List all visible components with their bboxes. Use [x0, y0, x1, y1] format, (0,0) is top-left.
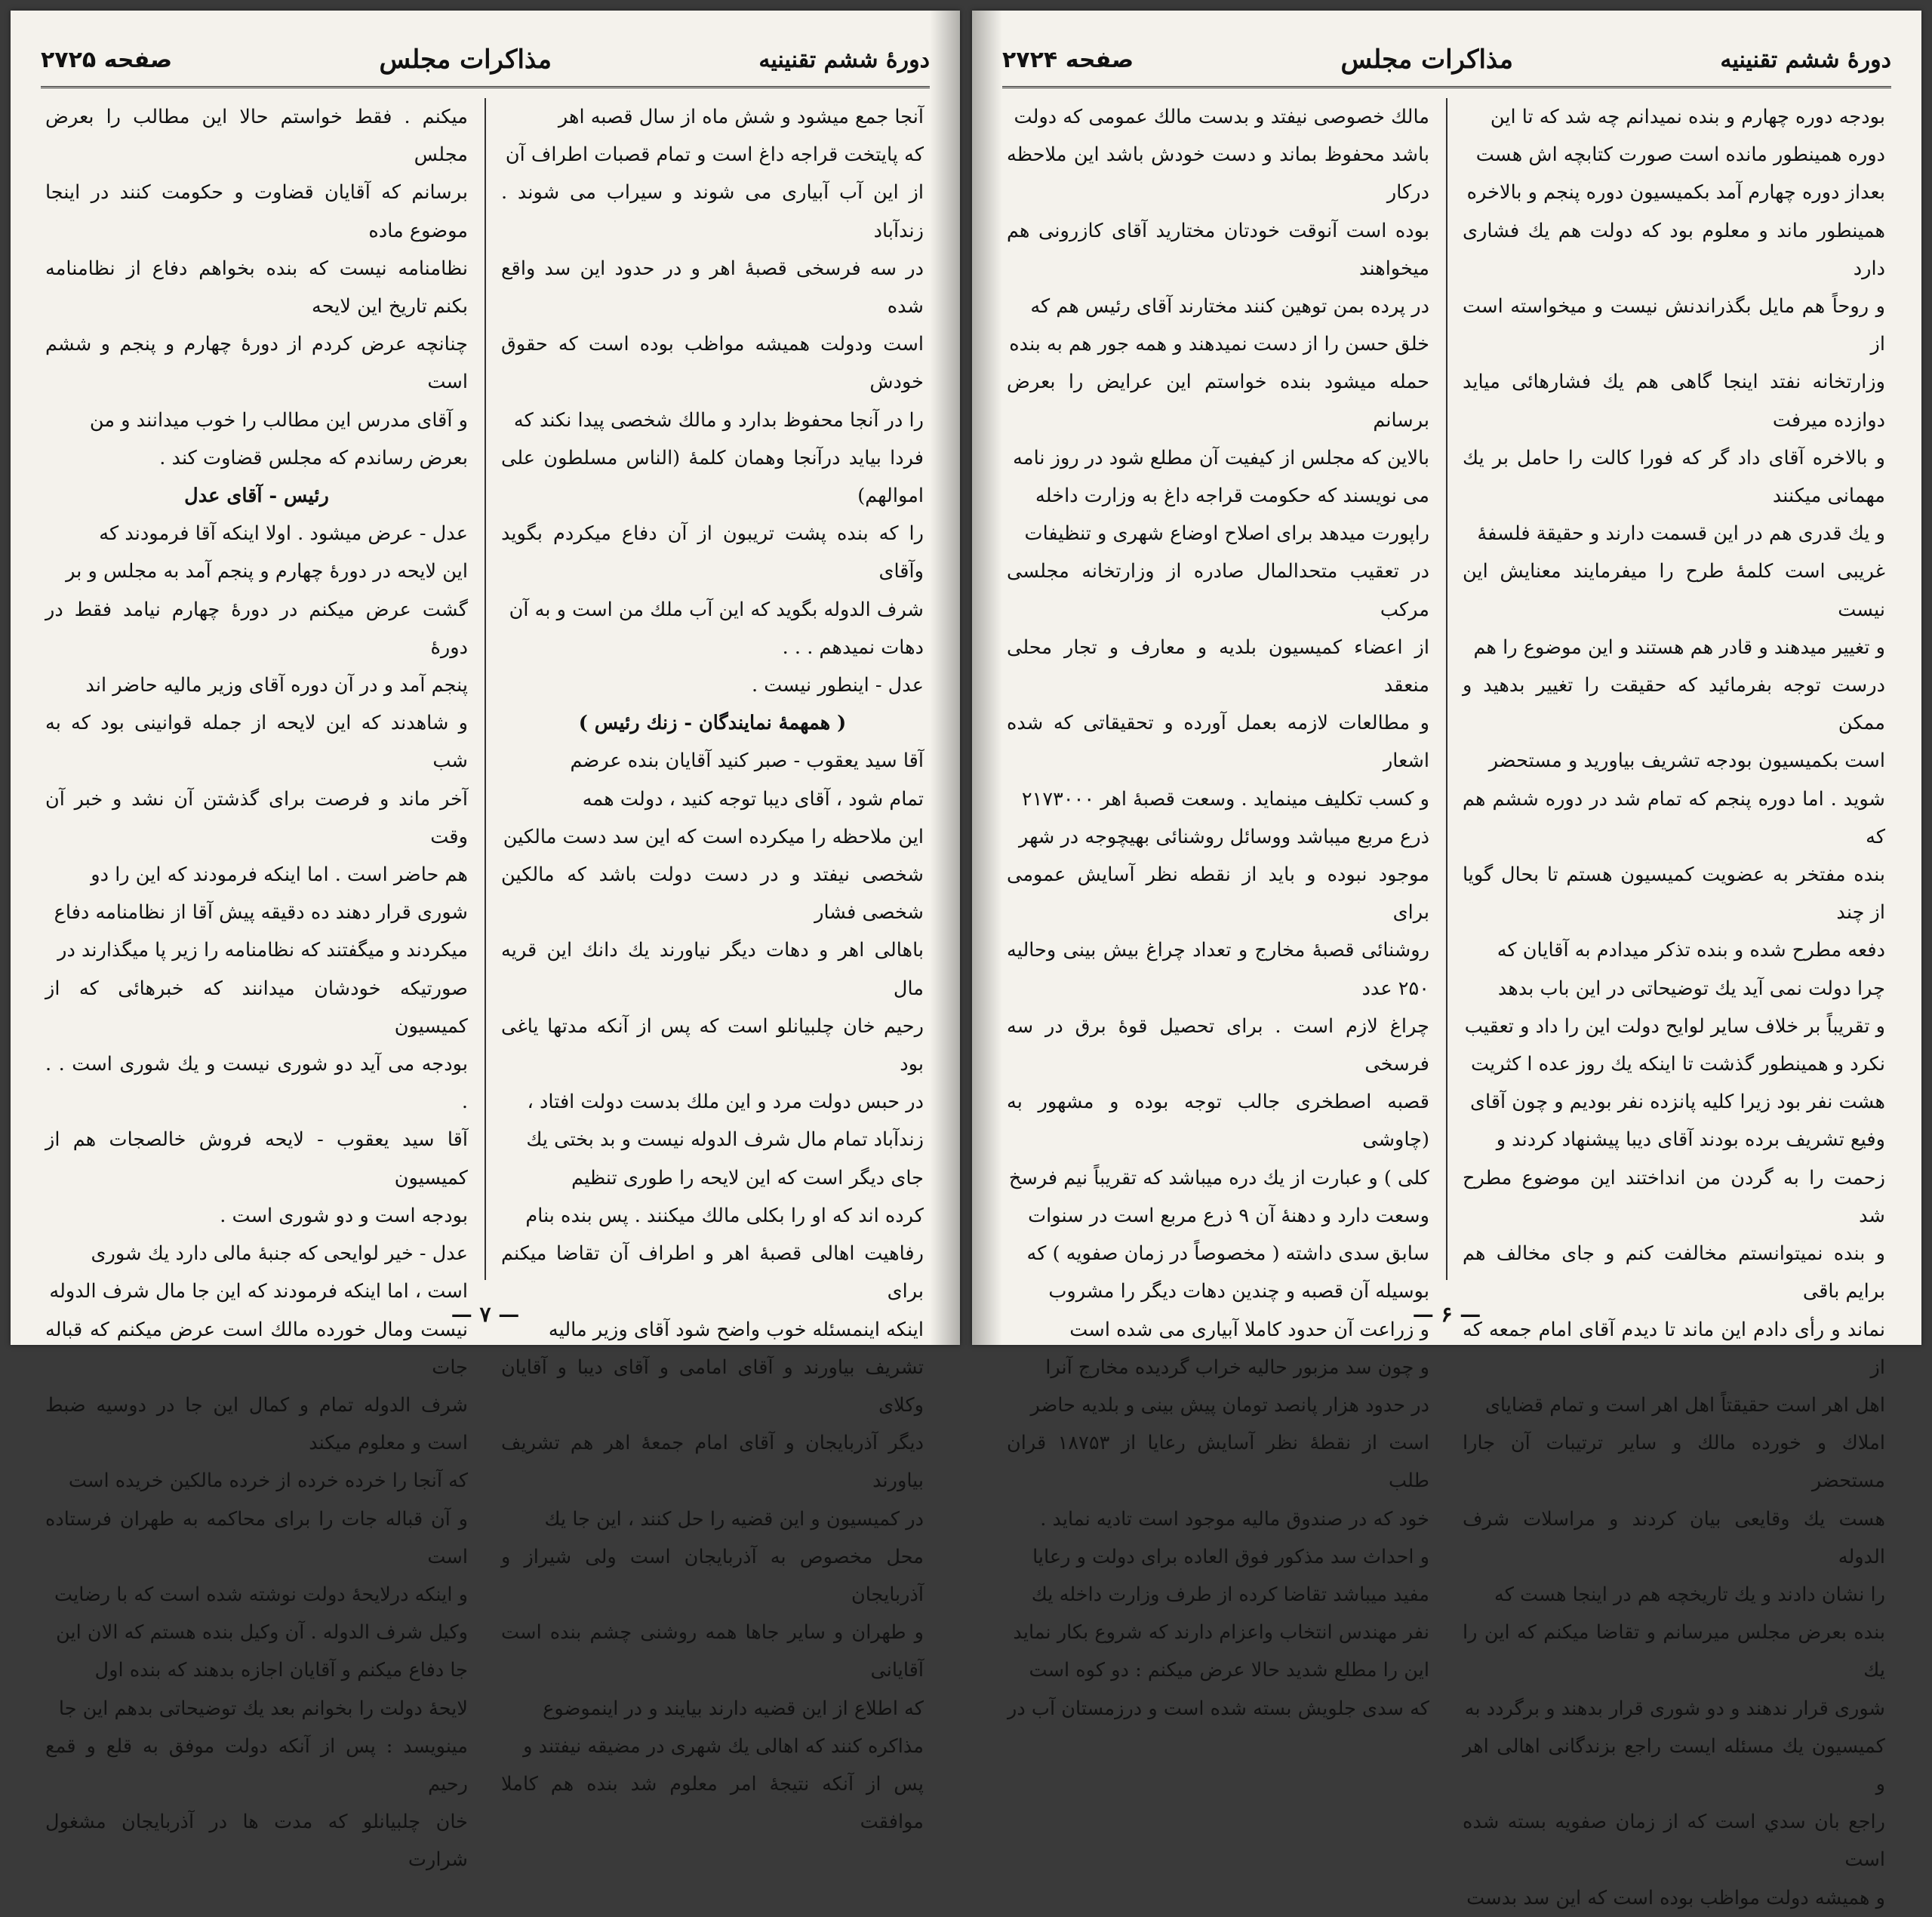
text-line: و شاهدند که این لایحه از جمله قوانینی بود که به شب	[45, 712, 468, 773]
text-line: بودجه است و دو شوری است .	[220, 1204, 468, 1227]
text-line: لایحهٔ دولت را بخوانم بعد یك توضیحاتی بدهم این جا	[58, 1697, 468, 1720]
gutter-shadow	[972, 11, 1002, 1345]
text-line: و بنده نمیتوانستم مخالفت کنم و جای مخالف هم برایم باقی	[1463, 1242, 1885, 1303]
text-line: در کمیسیون و این قضیه را حل کنند ، این جا یك	[544, 1507, 924, 1531]
text-line: نکرد و همینطور گذشت تا اینکه یك روز عده ا کثریت	[1470, 1053, 1885, 1076]
text-line: و مطالعات لازمه بعمل آورده و تحقیقاتی که شده اشعار	[1007, 712, 1429, 773]
text-line: موجود نبوده و باید از نقطه نظر آسایش عمومی برای	[1007, 863, 1429, 925]
text-line: کلی ) و عبارت از یك دره میباشد که تقریباً نیم فرسخ	[1008, 1166, 1429, 1189]
text-line: خود که در صندوق مالیه موجود است تادیه نماید .	[1040, 1507, 1429, 1531]
text-line: راجع بان سدي است که از زمان صفویه بسته شده است	[1463, 1811, 1885, 1872]
text-line: است بکمیسیون بودجه تشریف بیاورید و مستحضر	[1488, 749, 1885, 773]
text-line: که اطلاع از این قضیه دارند بیایند و در اینموضوع	[543, 1697, 924, 1720]
text-line: آقا سید یعقوب - لایحه فروش خالصجات هم از کمیسیون	[45, 1128, 468, 1189]
text-line: ذرع مربع میباشد ووسائل روشنائی بهیچوجه در شهر	[1018, 825, 1429, 848]
series-title: دورهٔ ششم تقنینیه	[1720, 46, 1891, 73]
text-line: را که بنده پشت تریبون از آن دفاع میکردم بگوید وآقای	[501, 522, 924, 583]
text-line: جا دفاع میکنم و آقایان اجازه بدهند که بنده اول	[94, 1659, 468, 1682]
right-page	[972, 11, 1921, 1909]
text-line: باشد محفوظ بماند و دست خودش باشد این ملاحظه درکار	[1007, 143, 1429, 205]
text-line: این را مطلع شدید حالا عرض میکنم : دو کوه است	[1029, 1659, 1429, 1682]
text-line: بالاین که مجلس از کیفیت آن مطلع شود در روز نامه	[1013, 446, 1429, 469]
text-line: که آنجا را خرده خرده از خرده مالکین خریده است	[68, 1469, 468, 1493]
text-line: و تقریباً بر خلاف سایر لوایح دولت این را داد و تعقیب	[1464, 1014, 1885, 1038]
page-footer-number: — ۷ —	[451, 1302, 520, 1327]
text-line: که پایتخت قراجه داغ است و تمام قصبات اطراف آن	[505, 143, 924, 167]
text-line: چنانچه عرض کردم از دورهٔ چهارم و پنجم و ششم است	[45, 333, 468, 394]
text-line: محل مخصوص به آذربایجان است ولی شیراز و آذربایجان	[501, 1545, 924, 1606]
text-line: خلق حسن را از دست نمیدهند و همه جور هم به بنده	[1009, 333, 1429, 356]
text-line: دهات نمیدهم . . .	[782, 635, 924, 659]
text-line: پس از آنکه نتیجهٔ امر معلوم شد بنده هم کاملا موافقت	[501, 1772, 924, 1834]
page-footer-number: — ۶ —	[1412, 1302, 1481, 1327]
text-line: رئیس - آقای عدل	[184, 485, 329, 508]
text-line: روشنائی قصبهٔ مخارج و تعداد چراغ بیش بینی وحالیه ۲۵۰ عدد	[1007, 939, 1429, 1000]
text-line: اهل اهر است حقیقتاً اهل اهر است و تمام قضایای	[1484, 1393, 1885, 1417]
text-line: شوری قرار دهند ده دقیقه پیش آقا از نظامنامه دفاع	[54, 901, 468, 925]
text-line: شخصی نیفتد و در دست دولت باشد که مالکین شخصی فشار	[501, 863, 924, 925]
text-line: در حدود هزار پانصد تومان پیش بینی و بلدیه حاضر	[1030, 1393, 1429, 1417]
text-line: و تغییر میدهند و قادر هم هستند و این موضوع را هم	[1473, 635, 1885, 659]
text-line: دوره همینطور مانده است صورت کتابچه اش هست	[1475, 143, 1885, 167]
text-line: بعرض رساندم که مجلس قضاوت کند .	[159, 446, 468, 469]
column-divider	[485, 98, 486, 1280]
text-line: فردا بیاید درآنجا وهمان کلمهٔ (الناس مسلطون علی اموالهم)	[501, 446, 924, 508]
text-line: آنجا جمع میشود و شش ماه از سال قصبه اهر	[558, 106, 924, 128]
text-line: عدل - خیر لوایحی که جنبهٔ مالی دارد یك شوری	[91, 1242, 468, 1266]
journal-title: مذاکرات مجلس	[379, 45, 552, 75]
text-line: وزارتخانه نفتد اینجا گاهی هم یك فشارهائی میاید دوازده میرفت	[1463, 371, 1885, 432]
text-line: در سه فرسخی قصبهٔ اهر و در حدود این سد واقع شده	[501, 257, 924, 318]
text-line: هشت نفر بود زیرا کلیه پانزده نفر بودیم و چون آقای	[1469, 1091, 1885, 1114]
text-line: بنده بعرض مجلس میرسانم و تقاضا میکنم که این را یك	[1463, 1621, 1885, 1682]
text-line: زندآباد تمام مال شرف الدوله نیست و بد بختی یك	[526, 1128, 924, 1152]
text-line: در تعقیب متحدالمال صادره از وزارتخانه مجلسی مرکب	[1007, 560, 1429, 621]
text-line: مالك خصوصی نیفتد و بدست مالك عمومی که دولت	[1014, 106, 1429, 128]
text-line: و آقای مدرس این مطالب را خوب میدانند و من	[89, 408, 468, 432]
text-line: و کسب تکلیف مینماید . وسعت قصبهٔ اهر ۲۱۷۳۰۰۰	[1021, 787, 1429, 811]
text-line: شرف الدوله بگوید که این آب ملك من است و به آن	[509, 598, 924, 621]
text-column-right	[1463, 98, 1885, 1909]
text-line: دیگر آذربایجان و آقای امام جمعهٔ اهر هم تشریف بیاورند	[501, 1432, 924, 1493]
text-line: و بالاخره آقای داد گر که فورا کالت را حامل بر یك مهمانی میکنند	[1463, 446, 1885, 508]
text-line: کرده اند که او را بکلی مالك میکنند . پس بنده بنام	[525, 1204, 924, 1227]
text-line: املاك و خورده مالك و سایر ترتیبات آن جارا مستحضر	[1463, 1432, 1885, 1493]
text-line: هم حاضر است . اما اینکه فرمودند که این را دو	[91, 863, 468, 887]
text-column-left	[1007, 98, 1429, 1720]
text-line: عدل - عرض میشود . اولا اینکه آقا فرمودند که	[99, 522, 468, 546]
text-line: از این آب آبیاری می شوند و سیراب می شوند . زندآباد	[501, 181, 924, 242]
text-line: است ودولت همیشه مواظب بوده است که حقوق خودش	[501, 333, 924, 394]
page-number-label: صفحه ۲۷۲۵	[41, 46, 173, 73]
text-line: زحمت را به گردن من انداختند این موضوع مطرح شد	[1463, 1166, 1885, 1227]
text-line: در پرده بمن توهین کنند مختارند آقای رئیس هم که	[1030, 295, 1429, 318]
text-line: بوده است آنوقت خودتان مختارید آقای کازرونی هم میخواهند	[1007, 219, 1429, 280]
text-line: مینویسد : پس از آنکه دولت موفق به قلع و قمع رحیم	[45, 1734, 468, 1795]
text-line: در حبس دولت مرد و این ملك بدست دولت افتاد ،	[527, 1091, 924, 1114]
text-line: و یك قدری هم در این قسمت دارند و حقیقة فلسفهٔ	[1477, 522, 1885, 546]
journal-title: مذاکرات مجلس	[1340, 45, 1513, 75]
text-line: و آن قباله جات را برای محاکمه به طهران فرستاده است	[45, 1507, 468, 1568]
page-header	[1002, 33, 1891, 88]
text-line: است از نقطهٔ نظر آسایش رعایا از ۱۸۷۵۳ قران طلب	[1007, 1432, 1429, 1493]
text-line: مفید میباشد تقاضا کرده از طرف وزارت داخله یك	[1031, 1583, 1429, 1606]
text-line: خان چلبیانلو که مدت ها در آذربایجان مشغول شرارت	[45, 1811, 468, 1872]
text-line: و زراعت آن حدود کاملا آبیاری می شده است	[1069, 1318, 1429, 1341]
text-line: از اعضاء کمیسیون بلدیه و معارف و تجار محلی منعقد	[1007, 635, 1429, 697]
text-line: دفعه مطرح شده و بنده تذکر میدادم به آقایان که	[1497, 939, 1885, 962]
gutter-shadow	[930, 11, 960, 1345]
text-line: شرف الدوله تمام و کمال این جا در دوسیه ضبط است و معلوم میکند	[45, 1393, 468, 1455]
text-line: را در آنجا محفوظ بدارد و مالك شخصی پیدا نکند که	[513, 408, 924, 432]
text-line: ( همهمهٔ نمایندگان - زنك رئیس )	[578, 712, 847, 735]
text-column-left	[45, 98, 468, 1872]
text-line: آخر ماند و فرصت برای گذشتن آن نشد و خبر آن وقت	[45, 787, 468, 848]
text-line: عدل - اینطور نیست .	[752, 674, 924, 697]
column-divider	[1446, 98, 1447, 1280]
text-line: میکنم . فقط خواستم حالا این مطالب را بعرض مجلس	[45, 106, 468, 167]
text-line: بودجه می آید دو شوری نیست و یك شوری است . . .	[45, 1053, 468, 1114]
text-line: شوری قرار ندهند و دو شوری قرار بدهند و برگردد به	[1464, 1697, 1885, 1720]
text-line: چراغ لازم است . برای تحصیل قوهٔ برق در سه فرسخی	[1007, 1014, 1429, 1076]
text-line: صورتیکه خودشان میدانند که خبرهائی که از کمیسیون	[45, 977, 468, 1038]
text-line: قصبه اصطخری جالب توجه بوده و مشهور به (چاوشی	[1007, 1091, 1429, 1152]
text-line: و چون سد مزبور حالیه خراب گردیده مخارج آنرا	[1045, 1355, 1429, 1379]
text-line: جای دیگر است که این لایحه را طوری تنظیم	[571, 1166, 924, 1189]
text-line: اینکه اینمسئله خوب واضح شود آقای وزیر مالیه	[548, 1318, 924, 1341]
text-line: است ، اما اینکه فرمودند که این جا مال شرف الدوله	[49, 1280, 468, 1303]
text-line: تشریف بیاورند و آقای امامی و آقای دیبا و آقایان وکلای	[501, 1355, 924, 1417]
text-line: و طهران و سایر جاها همه روشنی چشم بنده است آقایانی	[501, 1621, 924, 1682]
text-line: نماند و رأی دادم این ماند تا دیدم آقای امام جمعه که از	[1463, 1318, 1885, 1379]
text-line: بنده مفتخر به عضویت کمیسیون هستم تا بحال گویا از چند	[1463, 863, 1885, 925]
text-line: و احداث سد مذکور فوق العاده برای دولت و رعایا	[1032, 1545, 1429, 1568]
text-line: وکیل شرف الدوله . آن وکیل بنده هستم که الان این	[56, 1621, 468, 1645]
text-line: چرا دولت نمی آید یك توضیحاتی در این باب بدهد	[1497, 977, 1885, 1000]
text-line: بوسیله آن قصبه و چندین دهات دیگر را مشروب	[1048, 1280, 1429, 1303]
text-line: را نشان دادند و یك تاریخچه هم در اینجا هست که	[1494, 1583, 1885, 1606]
text-line: نیست ومال خورده مالك است عرض میکنم که قباله جات	[45, 1318, 468, 1379]
text-line: و همیشه دولت مواظب بوده است که این سد بدست	[1466, 1886, 1885, 1909]
text-line: رحیم خان چلبیانلو است که پس از آنکه مدتها یاغی بود	[501, 1014, 924, 1076]
text-line: شوید . اما دوره پنجم که تمام شد در دوره ششم هم که	[1463, 787, 1885, 848]
text-line: آقا سید یعقوب - صبر کنید آقایان بنده عرضم	[570, 749, 924, 773]
text-line: کمیسیون یك مسئله ایست راجع بزندگانی اهالی اهر و	[1463, 1734, 1885, 1795]
series-title: دورهٔ ششم تقنینیه	[758, 46, 930, 73]
text-line: می نویسند که حکومت قراجه داغ به وزارت داخله	[1035, 485, 1429, 508]
page-number-label: صفحه ۲۷۲۴	[1002, 46, 1134, 73]
text-line: مذاکره کنند که اهالی یك شهری در مضیقه نیفتند و	[523, 1734, 924, 1758]
text-line: درست توجه بفرمائید که حقیقت را تغییر بدهید و ممکن	[1463, 674, 1885, 735]
text-line: وسعت دارد و دهنهٔ آن ۹ ذرع مربع است در سنوات	[1028, 1204, 1429, 1227]
text-line: و اینکه درلایحهٔ دولت نوشته شده است که با رضایت	[54, 1583, 468, 1606]
text-line: نفر مهندس انتخاب واعزام دارند که شروع بکار نماید	[1013, 1621, 1429, 1645]
page-header	[41, 33, 930, 88]
text-line: برسانم که آقایان قضاوت و حکومت کنند در اینجا موضوع ماده	[45, 181, 468, 242]
text-line: همینطور ماند و معلوم بود که دولت هم یك فشاری دارد	[1463, 219, 1885, 280]
text-line: نظامنامه نیست که بنده بخواهم دفاع از نظامنامه بکنم تاریخ این لایحه	[45, 257, 468, 318]
text-line: راپورت میدهد برای اصلاح اوضاع شهری و تنظیفات	[1024, 522, 1429, 546]
text-line: تمام شود ، آقای دیبا توجه کنید ، دولت همه	[582, 787, 924, 811]
text-line: این لایحه در دورهٔ چهارم و پنجم آمد به مجلس و بر	[66, 560, 468, 583]
text-line: پنجم آمد و در آن دوره آقای وزیر مالیه حاضر اند	[85, 674, 468, 697]
text-line: گشت عرض میکنم در دورهٔ چهارم نیامد فقط در دورهٔ	[45, 598, 468, 659]
text-line: رفاهیت اهالی قصبهٔ اهر و اطراف آن تقاضا میکنم برای	[501, 1242, 924, 1303]
text-line: باهالی اهر و دهات دیگر نیاورند یك دانك این قریه مال	[501, 939, 924, 1000]
text-line: حمله میشود بنده خواستم این عرایض را بعرض برسانم	[1007, 371, 1429, 432]
text-line: میکردند و میگفتند که نظامنامه را زیر پا میگذارند در	[57, 939, 468, 962]
text-line: وفیع تشریف برده بودند آقای دیبا پیشنهاد کردند و	[1496, 1128, 1885, 1152]
text-line: این ملاحظه را میکرده است که این سد دست مالکین	[503, 825, 924, 848]
text-line: سابق سدی داشته ( مخصوصاً در زمان صفویه ) که	[1026, 1242, 1429, 1266]
text-line: هست یك وقایعی بیان کردند و مراسلات شرف الدوله	[1463, 1507, 1885, 1568]
text-column-right	[501, 98, 924, 1834]
text-line: بودجه دوره چهارم و بنده نمیدانم چه شد که تا این	[1490, 106, 1885, 128]
left-page	[11, 11, 960, 1872]
text-line: غریبی است کلمهٔ طرح را میفرمایند معنایش این نیست	[1463, 560, 1885, 621]
text-line: بعداز دوره چهارم آمد بکمیسیون دوره پنجم و بالاخره	[1466, 181, 1885, 205]
text-line: و روحاً هم مایل بگذراندنش نیست و میخواسته است از	[1463, 295, 1885, 356]
text-line: که سدی جلویش بسته شده است و درزمستان آب در	[1008, 1697, 1429, 1720]
